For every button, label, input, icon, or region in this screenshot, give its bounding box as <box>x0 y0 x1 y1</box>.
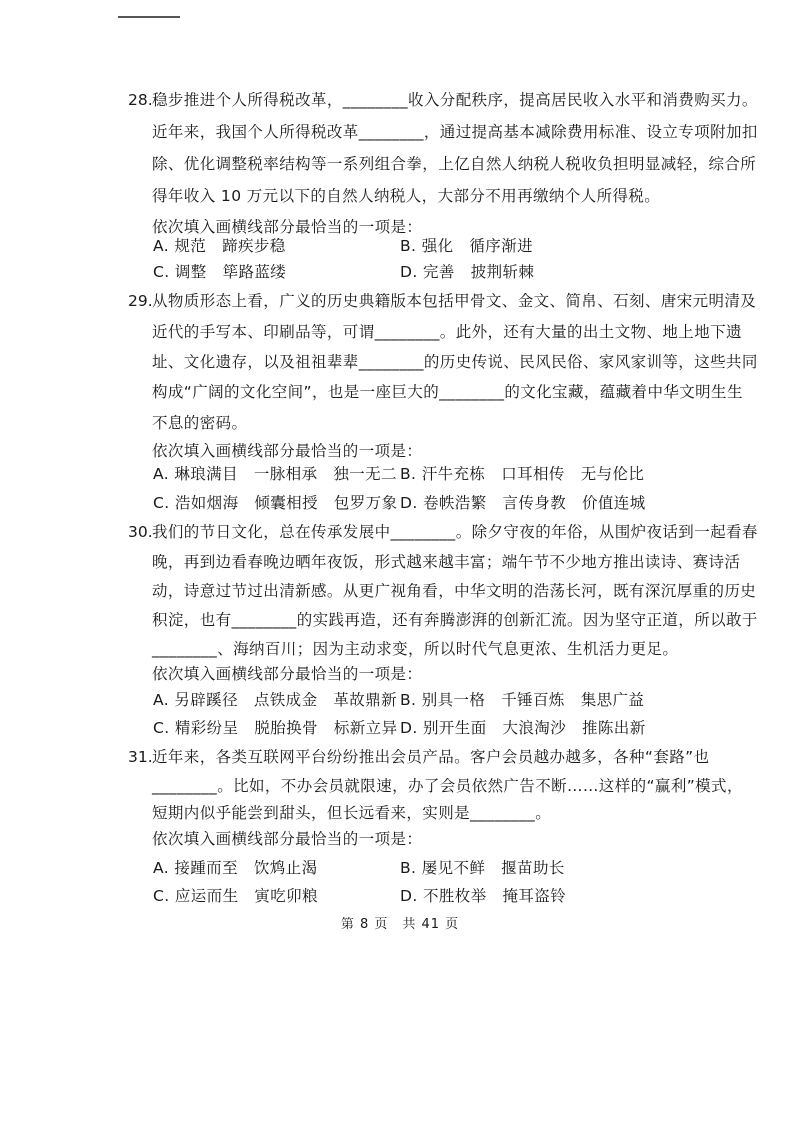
question-number: 29. <box>128 292 153 310</box>
page-footer: 第 8 页 共 41 页 <box>340 917 460 932</box>
option-b[interactable]: B. 别具一格 千锤百炼 集思广益 <box>400 691 645 709</box>
option-b[interactable]: B. 强化 循序渐进 <box>400 237 533 255</box>
option-b[interactable]: B. 屡见不鲜 揠苗助长 <box>400 859 565 877</box>
option-d[interactable]: D. 不胜枚举 掩耳盗铃 <box>400 887 567 905</box>
question-instruction: 依次填入画横线部分最恰当的一项是： <box>152 442 423 460</box>
option-a[interactable]: A. 另辟蹊径 点铁成金 革故鼎新 <box>153 691 397 709</box>
option-c[interactable]: C. 应运而生 寅吃卯粮 <box>153 887 318 905</box>
scan-artifact-mark <box>118 16 180 18</box>
question-text-line: 我们的节日文化，总在传承发展中________。除夕守夜的年俗，从围炉夜话到一起看春 <box>152 523 758 541</box>
question-number: 30. <box>128 523 153 541</box>
question-text-line: ________。比如，不办会员就限速，办了会员依然广告不断……这样的“赢利”模式， <box>152 777 743 795</box>
question-text-line: 得年收入 10 万元以下的自然人纳税人，大部分不用再缴纳个人所得税。 <box>152 187 661 205</box>
option-b[interactable]: B. 汗牛充栋 口耳相传 无与伦比 <box>400 465 645 483</box>
question-number: 28. <box>128 91 153 109</box>
question-text-line: ________、海纳百川；因为主动求变，所以时代气息更浓、生机活力更足。 <box>152 640 679 658</box>
question-instruction: 依次填入画横线部分最恰当的一项是： <box>152 830 423 848</box>
question-instruction: 依次填入画横线部分最恰当的一项是： <box>152 665 423 683</box>
question-text-line: 近代的手写本、印刷品等，可谓________。此外，还有大量的出土文物、地上地下遗 <box>152 323 742 341</box>
option-d[interactable]: D. 完善 披荆斩棘 <box>400 263 535 281</box>
question-text-line: 构成“广阔的文化空间”，也是一座巨大的________的文化宝藏，蕴藏着中华文明生生 <box>152 383 743 401</box>
question-text-line: 不息的密码。 <box>152 414 248 432</box>
question-text-line: 址、文化遗存，以及祖祖辈辈________的历史传说、民风民俗、家风家训等，这些共同 <box>152 353 758 371</box>
option-c[interactable]: C. 调整 筚路蓝缕 <box>153 263 287 281</box>
question-instruction: 依次填入画横线部分最恰当的一项是： <box>152 218 423 236</box>
question-text-line: 短期内似乎能尝到甜头，但长远看来，实则是________。 <box>152 804 552 822</box>
option-d[interactable]: D. 卷帙浩繁 言传身教 价值连城 <box>400 494 646 512</box>
question-text-line: 除、优化调整税率结构等一系列组合拳，上亿自然人纳税人税收负担明显减轻，综合所 <box>152 155 757 173</box>
option-a[interactable]: A. 接踵而至 饮鸩止渴 <box>153 859 318 877</box>
option-a[interactable]: A. 规范 蹄疾步稳 <box>153 237 286 255</box>
option-c[interactable]: C. 浩如烟海 倾囊相授 包罗万象 <box>153 494 398 512</box>
question-text-line: 近年来，各类互联网平台纷纷推出会员产品。客户会员越办越多，各种“套路”也 <box>152 748 710 766</box>
question-number: 31. <box>128 748 153 766</box>
question-text-line: 从物质形态上看，广义的历史典籍版本包括甲骨文、金文、简帛、石刻、唐宋元明清及 <box>152 292 757 310</box>
question-text-line: 近年来，我国个人所得税改革________，通过提高基本减除费用标准、设立专项附加扣 <box>152 123 758 141</box>
question-text-line: 晚，再到边看春晚边晒年夜饭，形式越来越丰富；端午节不少地方推出读诗、赛诗活 <box>152 553 741 571</box>
question-text-line: 积淀，也有________的实践再造，还有奔腾澎湃的创新汇流。因为坚守正道，所以敢于 <box>152 611 758 629</box>
option-a[interactable]: A. 琳琅满目 一脉相承 独一无二 <box>153 465 397 483</box>
option-c[interactable]: C. 精彩纷呈 脱胎换骨 标新立异 <box>153 719 398 737</box>
option-d[interactable]: D. 别开生面 大浪淘沙 推陈出新 <box>400 719 646 737</box>
question-text-line: 动，诗意过节过出清新感。从更广视角看，中华文明的浩荡长河，既有深沉厚重的历史 <box>152 582 757 600</box>
question-text-line: 稳步推进个人所得税改革，________收入分配秩序，提高居民收入水平和消费购买力。 <box>152 91 758 109</box>
